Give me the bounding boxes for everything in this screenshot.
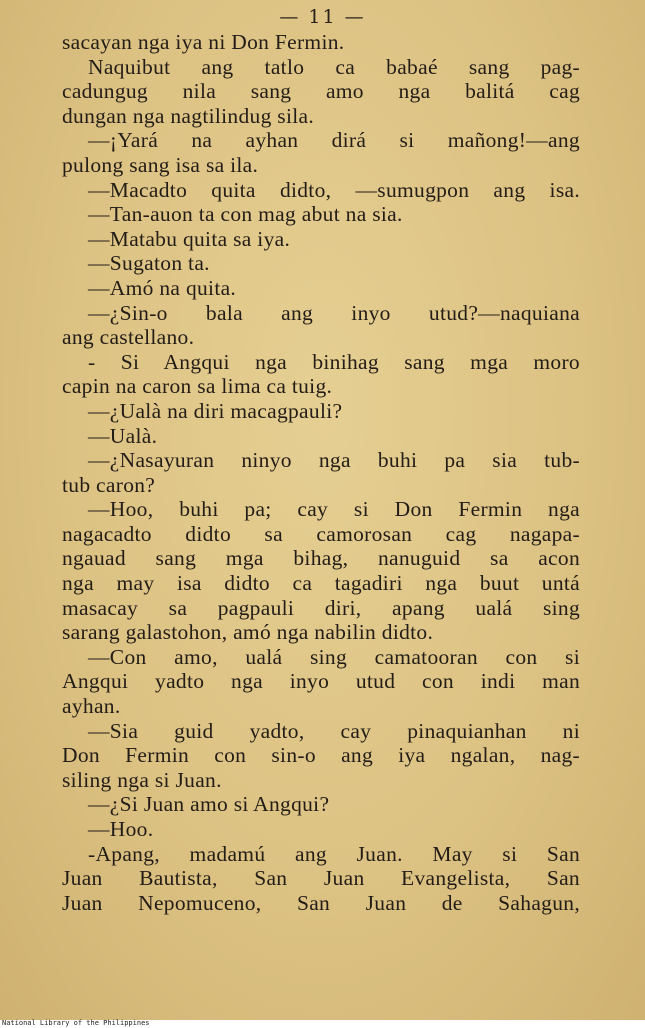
text-line: nga may isa didto ca tagadiri nga buut untá bbox=[62, 571, 580, 596]
text-line: —Matabu quita sa iya. bbox=[88, 226, 291, 251]
text-line: ayhan. bbox=[62, 694, 121, 719]
text-line: siling nga si Juan. bbox=[62, 767, 222, 792]
text-line: capin na caron sa lima ca tuig. bbox=[62, 374, 333, 399]
text-line: Naquibut ang tatlo ca babaé sang pag- bbox=[88, 54, 580, 79]
text-line: pulong sang isa sa ila. bbox=[62, 152, 259, 177]
text-line: ngauad sang mga bihag, nanuguid sa acon bbox=[62, 546, 580, 571]
text-line: ang castellano. bbox=[62, 325, 195, 350]
text-line: —¿Ualà na diri macagpauli? bbox=[88, 398, 343, 423]
text-line: tub caron? bbox=[62, 472, 156, 497]
text-line: —Hoo. bbox=[88, 817, 154, 841]
body-text bbox=[62, 30, 580, 915]
text-line: —¡Yará na ayhan dirá si mañong!—ang bbox=[88, 128, 580, 153]
library-credit: National Library of the Philippines bbox=[2, 1019, 150, 1027]
text-line: Juan Nepomuceno, San Juan de Sahagun, bbox=[62, 890, 580, 915]
page-number: — 11 — bbox=[279, 6, 366, 28]
text-line: —Sugaton ta. bbox=[88, 251, 210, 276]
text-line: —¿Si Juan amo si Angqui? bbox=[88, 792, 330, 817]
text-line: dungan nga nagtilindug sila. bbox=[62, 103, 315, 128]
text-line: -Apang, madamú ang Juan. May si San bbox=[88, 841, 580, 866]
text-line: —Con amo, ualá sing camatooran con si bbox=[88, 644, 580, 669]
text-line: —Tan-auon ta con mag abut na sia. bbox=[88, 202, 403, 227]
text-line: sacayan nga iya ni Don Fermin. bbox=[62, 30, 345, 54]
text-line: Juan Bautista, San Juan Evangelista, San bbox=[62, 866, 580, 891]
text-line: —Amó na quita. bbox=[88, 275, 237, 300]
text-line: —Macadto quita didto, —sumugpon ang isa. bbox=[88, 177, 580, 202]
text-line: —Ualà. bbox=[88, 423, 158, 448]
text-line: —¿Nasayuran ninyo nga buhi pa sia tub- bbox=[88, 448, 580, 473]
text-line: masacay sa pagpauli diri, apang ualá sing bbox=[62, 595, 580, 620]
text-line: —Sia guid yadto, cay pinaquianhan ni bbox=[88, 718, 580, 743]
text-line: —¿Sin-o bala ang inyo utud?—naquiana bbox=[88, 300, 580, 325]
text-line: cadungug nila sang amo nga balitá cag bbox=[62, 79, 580, 104]
text-line: Don Fermin con sin-o ang iya ngalan, nag- bbox=[62, 743, 580, 768]
text-line: sarang galastohon, amó nga nabilin didto. bbox=[62, 620, 434, 645]
text-line: Angqui yadto nga inyo utud con indi man bbox=[62, 669, 580, 694]
text-line: —Hoo, buhi pa; cay si Don Fermin nga bbox=[88, 497, 580, 522]
text-line: - Si Angqui nga binihag sang mga moro bbox=[88, 349, 580, 374]
text-line: nagacadto didto sa camorosan cag nagapa- bbox=[62, 521, 580, 546]
